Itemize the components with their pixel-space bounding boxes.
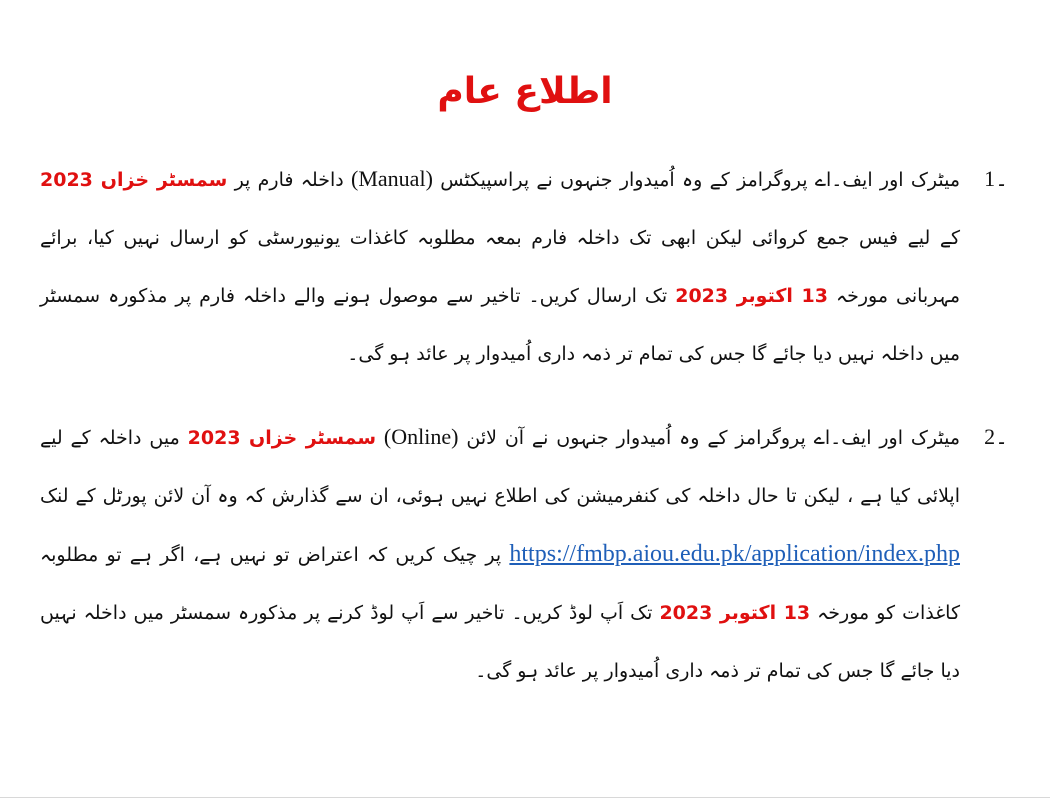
item-number-1: 1۔ xyxy=(984,166,1008,191)
item2-date-highlight: 13 اکتوبر 2023 xyxy=(659,602,811,624)
notice-title: اطلاع عام xyxy=(437,71,613,112)
bottom-divider xyxy=(0,797,1050,798)
item2-text-part2: میں داخلہ کے لیے اپلائی کیا ہے ، لیکن تا حال داخلہ کی کنفرمیشن کی اطلاع نہیں ہوئی، ان سے گذارش کہ وہ آن لائن پورٹل کے لنک xyxy=(40,427,960,507)
item1-date-highlight: 13 اکتوبر 2023 xyxy=(675,285,828,307)
notice-item-2 xyxy=(40,408,1008,700)
item-number-2: 2۔ xyxy=(984,424,1008,449)
item2-text-part1: میٹرک اور ایف۔اے پروگرامز کے وہ اُمیدوار جنہوں نے آن لائن xyxy=(466,427,961,449)
notice-item-1 xyxy=(40,150,1008,383)
item1-text-part1: میٹرک اور ایف۔اے پروگرامز کے وہ اُمیدوار جنہوں نے پراسپیکٹس xyxy=(440,169,960,191)
portal-link[interactable]: https://fmbp.aiou.edu.pk/application/index.php xyxy=(509,541,960,567)
item2-text-part3: پر چیک کریں کہ اعتراض تو نہیں ہے، اگر ہے تو مطلوبہ کاغذات کو مورخہ xyxy=(40,544,960,624)
item1-manual-term: (Manual) xyxy=(351,166,433,191)
item1-text-part2: داخلہ فارم پر xyxy=(234,169,344,191)
item1-text-part4: تک ارسال کریں۔ تاخیر سے موصول ہونے والے داخلہ فارم پر مذکورہ سمسٹر میں داخلہ نہیں دیا جائے گا جس کی تمام تر ذمہ داری اُمیدوار پر عائد ہو گی۔ xyxy=(40,285,960,365)
item2-online-term: (Online) xyxy=(383,424,459,449)
item1-text-part3: کے لیے فیس جمع کروائی لیکن ابھی تک داخلہ فارم بمعہ مطلوبہ کاغذات یونیورسٹی کو ارسال نہیں کیا، برائے مہربانی مورخہ xyxy=(40,227,960,307)
item1-semester-highlight: سمسٹر خزاں 2023 xyxy=(40,169,228,191)
item2-semester-highlight: سمسٹر خزاں 2023 xyxy=(187,427,377,449)
item2-text-part4: تک اَپ لوڈ کریں۔ تاخیر سے اَپ لوڈ کرنے پر مذکورہ سمسٹر میں داخلہ نہیں دیا جائے گا جس کی تمام تر ذمہ داری اُمیدوار پر عائد ہو گی۔ xyxy=(40,602,960,682)
